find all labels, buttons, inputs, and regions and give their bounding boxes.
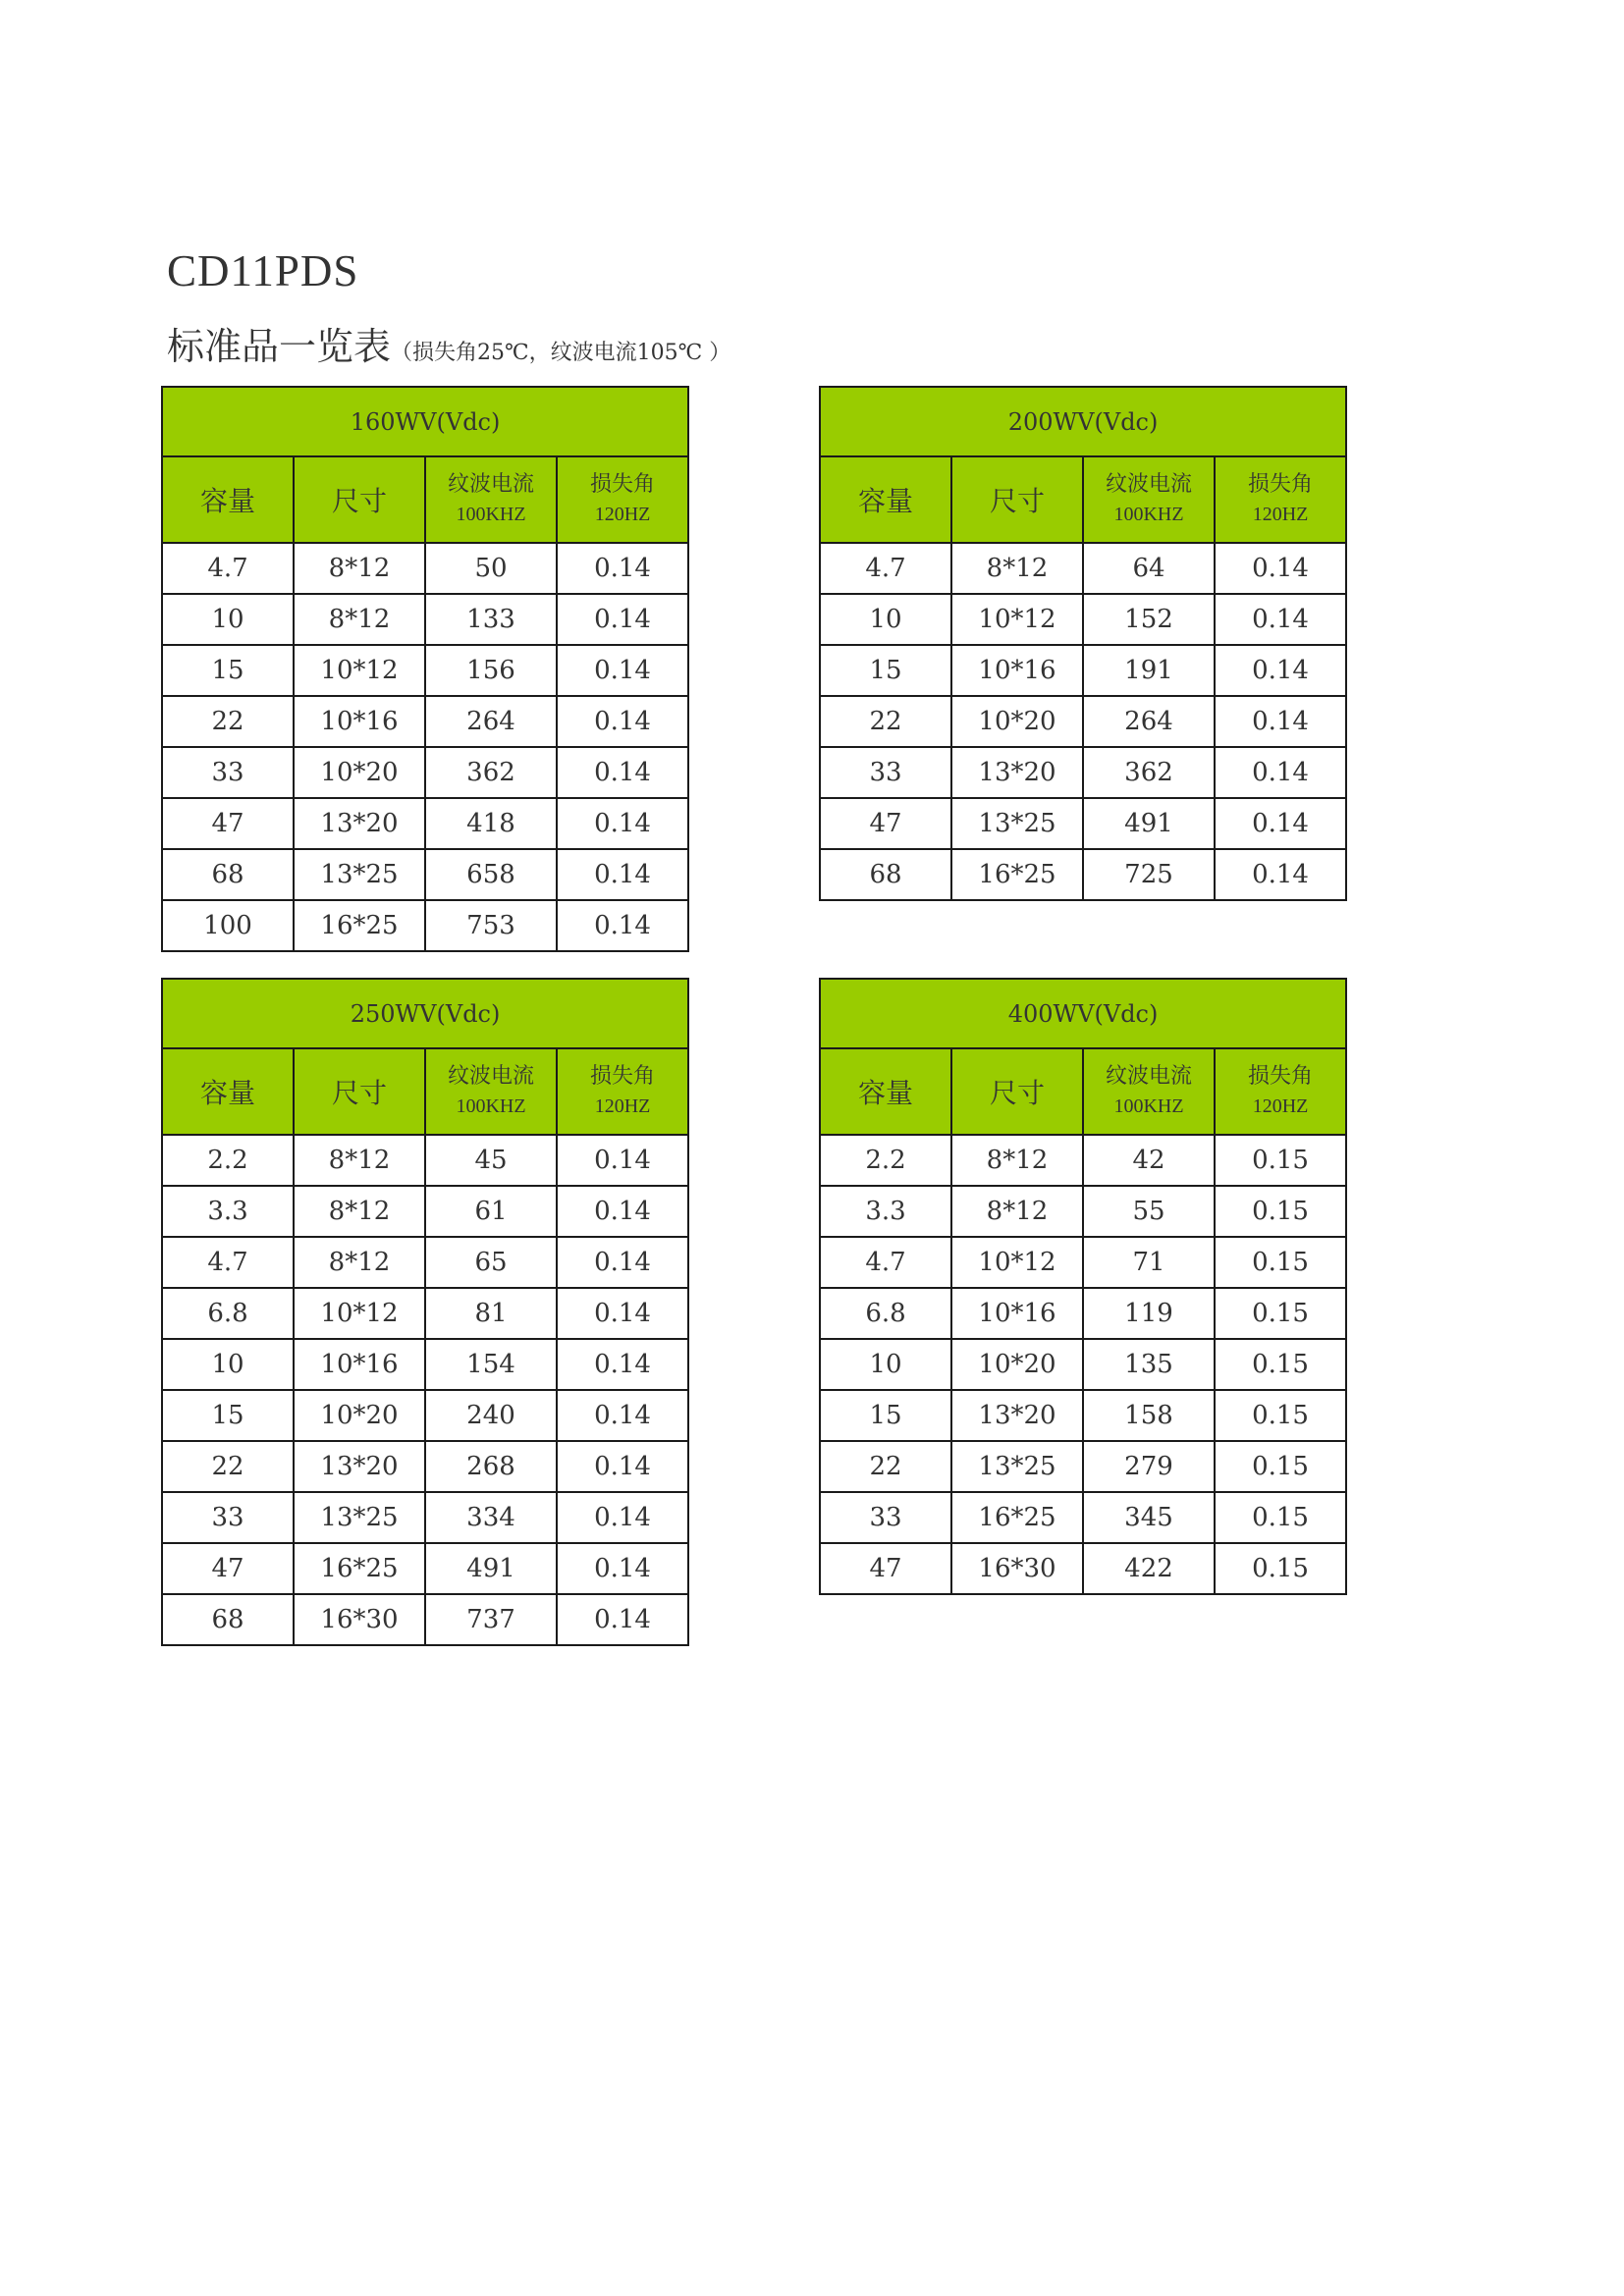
cell-loss-angle: 0.15: [1215, 1390, 1346, 1441]
cell-size: 8*12: [294, 594, 425, 645]
cell-ripple-current: 156: [425, 645, 557, 696]
cell-ripple-current: 42: [1083, 1135, 1215, 1186]
table-row: [820, 1186, 1346, 1237]
voltage-header: 160WV(Vdc): [162, 387, 688, 456]
cell-size: 8*12: [294, 1237, 425, 1288]
cell-capacity: 33: [162, 1492, 294, 1543]
loss-label: 损失角: [590, 472, 656, 497]
table-row: [162, 849, 688, 900]
table-row: [162, 1135, 688, 1186]
cell-ripple-current: 158: [1083, 1390, 1215, 1441]
table-row: [820, 798, 1346, 849]
cell-capacity: 6.8: [820, 1288, 951, 1339]
cell-ripple-current: 418: [425, 798, 557, 849]
ripple-label: 纹波电流: [447, 1064, 534, 1089]
cell-size: 16*25: [294, 900, 425, 951]
cell-size: 16*30: [294, 1594, 425, 1645]
cell-size: 13*20: [951, 1390, 1083, 1441]
cell-size: 10*16: [294, 1339, 425, 1390]
cell-ripple-current: 81: [425, 1288, 557, 1339]
table-row: [820, 1441, 1346, 1492]
cell-capacity: 33: [162, 747, 294, 798]
cell-size: 8*12: [951, 1135, 1083, 1186]
cell-size: 8*12: [294, 543, 425, 594]
table-row: [820, 543, 1346, 594]
table-row: [820, 1237, 1346, 1288]
cell-capacity: 15: [162, 645, 294, 696]
cell-size: 13*25: [294, 849, 425, 900]
cell-capacity: 10: [820, 1339, 951, 1390]
loss-frequency: 120HZ: [1252, 1095, 1309, 1117]
cell-loss-angle: 0.15: [1215, 1288, 1346, 1339]
cell-size: 13*20: [951, 747, 1083, 798]
spec-table-160wv: [161, 386, 689, 952]
ripple-frequency: 100KHZ: [1113, 504, 1184, 525]
ripple-frequency: 100KHZ: [1113, 1095, 1184, 1117]
ripple-label: 纹波电流: [1105, 1064, 1192, 1089]
cell-loss-angle: 0.14: [557, 696, 688, 747]
cell-ripple-current: 362: [425, 747, 557, 798]
column-header-capacity: 容量: [162, 456, 294, 543]
cell-loss-angle: 0.14: [1215, 798, 1346, 849]
table-row: [162, 1492, 688, 1543]
column-header-loss: [557, 1048, 688, 1135]
cell-loss-angle: 0.14: [557, 849, 688, 900]
cell-capacity: 2.2: [162, 1135, 294, 1186]
table-row: [820, 1135, 1346, 1186]
spec-table-400wv: [819, 978, 1347, 1595]
cell-size: 10*12: [951, 594, 1083, 645]
column-header-size: 尺寸: [951, 1048, 1083, 1135]
cell-loss-angle: 0.14: [557, 1135, 688, 1186]
table-row: [162, 1390, 688, 1441]
cell-ripple-current: 264: [425, 696, 557, 747]
loss-label: 损失角: [1248, 472, 1314, 497]
cell-capacity: 3.3: [820, 1186, 951, 1237]
table-row: [162, 543, 688, 594]
cell-size: 13*25: [951, 798, 1083, 849]
table-row: [820, 747, 1346, 798]
cell-loss-angle: 0.14: [557, 594, 688, 645]
cell-loss-angle: 0.14: [557, 900, 688, 951]
cell-ripple-current: 753: [425, 900, 557, 951]
cell-ripple-current: 119: [1083, 1288, 1215, 1339]
cell-capacity: 10: [162, 1339, 294, 1390]
table-row: [162, 1237, 688, 1288]
cell-capacity: 4.7: [820, 1237, 951, 1288]
cell-loss-angle: 0.14: [1215, 747, 1346, 798]
table-row: [820, 1492, 1346, 1543]
cell-ripple-current: 725: [1083, 849, 1215, 900]
ripple-frequency: 100KHZ: [456, 504, 526, 525]
cell-loss-angle: 0.14: [557, 1390, 688, 1441]
ripple-label: 纹波电流: [447, 472, 534, 497]
voltage-header: 250WV(Vdc): [162, 979, 688, 1048]
cell-ripple-current: 55: [1083, 1186, 1215, 1237]
cell-loss-angle: 0.14: [1215, 849, 1346, 900]
column-header-capacity: 容量: [162, 1048, 294, 1135]
cell-capacity: 3.3: [162, 1186, 294, 1237]
cell-ripple-current: 345: [1083, 1492, 1215, 1543]
cell-loss-angle: 0.15: [1215, 1135, 1346, 1186]
cell-loss-angle: 0.15: [1215, 1237, 1346, 1288]
table-row: [820, 1543, 1346, 1594]
cell-loss-angle: 0.14: [557, 1339, 688, 1390]
column-header-size: 尺寸: [294, 456, 425, 543]
cell-size: 8*12: [951, 543, 1083, 594]
cell-ripple-current: 71: [1083, 1237, 1215, 1288]
cell-loss-angle: 0.14: [1215, 696, 1346, 747]
cell-capacity: 10: [820, 594, 951, 645]
cell-size: 10*16: [951, 645, 1083, 696]
cell-loss-angle: 0.15: [1215, 1492, 1346, 1543]
table-row: [820, 849, 1346, 900]
cell-ripple-current: 64: [1083, 543, 1215, 594]
loss-frequency: 120HZ: [594, 504, 651, 525]
table-row: [162, 696, 688, 747]
cell-loss-angle: 0.14: [557, 1441, 688, 1492]
column-header-loss: [557, 456, 688, 543]
column-header-ripple: [425, 1048, 557, 1135]
table-row: [820, 1339, 1346, 1390]
cell-loss-angle: 0.14: [557, 747, 688, 798]
cell-size: 13*25: [951, 1441, 1083, 1492]
cell-ripple-current: 154: [425, 1339, 557, 1390]
cell-capacity: 15: [820, 1390, 951, 1441]
cell-size: 10*20: [951, 1339, 1083, 1390]
cell-size: 10*20: [294, 1390, 425, 1441]
cell-ripple-current: 268: [425, 1441, 557, 1492]
cell-capacity: 47: [162, 1543, 294, 1594]
cell-capacity: 22: [820, 1441, 951, 1492]
cell-capacity: 22: [820, 696, 951, 747]
cell-capacity: 47: [162, 798, 294, 849]
table-row: [162, 1594, 688, 1645]
cell-ripple-current: 50: [425, 543, 557, 594]
cell-ripple-current: 133: [425, 594, 557, 645]
table-row: [820, 645, 1346, 696]
cell-size: 8*12: [294, 1135, 425, 1186]
cell-capacity: 68: [162, 849, 294, 900]
cell-ripple-current: 264: [1083, 696, 1215, 747]
cell-ripple-current: 491: [425, 1543, 557, 1594]
cell-capacity: 68: [820, 849, 951, 900]
cell-ripple-current: 737: [425, 1594, 557, 1645]
cell-loss-angle: 0.14: [557, 1594, 688, 1645]
cell-capacity: 4.7: [162, 1237, 294, 1288]
cell-size: 16*25: [951, 849, 1083, 900]
voltage-header: 400WV(Vdc): [820, 979, 1346, 1048]
cell-capacity: 68: [162, 1594, 294, 1645]
column-header-capacity: 容量: [820, 456, 951, 543]
table-row: [162, 645, 688, 696]
cell-loss-angle: 0.14: [557, 1288, 688, 1339]
cell-size: 10*12: [294, 645, 425, 696]
cell-size: 16*25: [294, 1543, 425, 1594]
cell-capacity: 4.7: [162, 543, 294, 594]
cell-ripple-current: 422: [1083, 1543, 1215, 1594]
cell-capacity: 22: [162, 696, 294, 747]
cell-loss-angle: 0.14: [1215, 543, 1346, 594]
table-row: [162, 798, 688, 849]
cell-size: 10*12: [294, 1288, 425, 1339]
loss-label: 损失角: [590, 1064, 656, 1089]
ripple-label: 纹波电流: [1105, 472, 1192, 497]
table-row: [162, 1186, 688, 1237]
cell-size: 16*25: [951, 1492, 1083, 1543]
table-row: [162, 594, 688, 645]
cell-ripple-current: 45: [425, 1135, 557, 1186]
cell-ripple-current: 191: [1083, 645, 1215, 696]
cell-ripple-current: 491: [1083, 798, 1215, 849]
loss-frequency: 120HZ: [1252, 504, 1309, 525]
subtitle-note: （损失角25℃，纹波电流105℃ ）: [391, 341, 731, 365]
table-row: [162, 1441, 688, 1492]
table-row: [820, 696, 1346, 747]
cell-loss-angle: 0.14: [557, 1186, 688, 1237]
cell-size: 16*30: [951, 1543, 1083, 1594]
cell-capacity: 33: [820, 1492, 951, 1543]
cell-ripple-current: 152: [1083, 594, 1215, 645]
table-row: [162, 747, 688, 798]
cell-capacity: 10: [162, 594, 294, 645]
cell-capacity: 47: [820, 798, 951, 849]
cell-capacity: 22: [162, 1441, 294, 1492]
column-header-size: 尺寸: [951, 456, 1083, 543]
cell-size: 10*16: [294, 696, 425, 747]
table-row: [820, 594, 1346, 645]
cell-capacity: 2.2: [820, 1135, 951, 1186]
column-header-ripple: [1083, 1048, 1215, 1135]
cell-ripple-current: 362: [1083, 747, 1215, 798]
cell-loss-angle: 0.14: [557, 645, 688, 696]
cell-capacity: 33: [820, 747, 951, 798]
cell-capacity: 4.7: [820, 543, 951, 594]
cell-size: 13*20: [294, 1441, 425, 1492]
cell-ripple-current: 61: [425, 1186, 557, 1237]
cell-size: 10*20: [294, 747, 425, 798]
cell-ripple-current: 334: [425, 1492, 557, 1543]
cell-size: 13*25: [294, 1492, 425, 1543]
cell-loss-angle: 0.14: [1215, 645, 1346, 696]
spec-table-200wv: [819, 386, 1347, 901]
column-header-size: 尺寸: [294, 1048, 425, 1135]
cell-loss-angle: 0.15: [1215, 1441, 1346, 1492]
ripple-frequency: 100KHZ: [456, 1095, 526, 1117]
voltage-header: 200WV(Vdc): [820, 387, 1346, 456]
cell-size: 8*12: [294, 1186, 425, 1237]
cell-ripple-current: 135: [1083, 1339, 1215, 1390]
column-header-capacity: 容量: [820, 1048, 951, 1135]
spec-table-250wv: [161, 978, 689, 1646]
cell-loss-angle: 0.14: [1215, 594, 1346, 645]
table-row: [162, 900, 688, 951]
cell-size: 8*12: [951, 1186, 1083, 1237]
cell-loss-angle: 0.14: [557, 1492, 688, 1543]
cell-ripple-current: 658: [425, 849, 557, 900]
column-header-ripple: [425, 456, 557, 543]
cell-size: 13*20: [294, 798, 425, 849]
table-row: [162, 1543, 688, 1594]
column-header-loss: [1215, 1048, 1346, 1135]
cell-loss-angle: 0.15: [1215, 1186, 1346, 1237]
loss-label: 损失角: [1248, 1064, 1314, 1089]
table-row: [820, 1390, 1346, 1441]
loss-frequency: 120HZ: [594, 1095, 651, 1117]
cell-capacity: 6.8: [162, 1288, 294, 1339]
cell-loss-angle: 0.15: [1215, 1543, 1346, 1594]
cell-loss-angle: 0.14: [557, 798, 688, 849]
table-row: [162, 1288, 688, 1339]
cell-ripple-current: 279: [1083, 1441, 1215, 1492]
cell-loss-angle: 0.14: [557, 1237, 688, 1288]
cell-loss-angle: 0.15: [1215, 1339, 1346, 1390]
table-row: [162, 1339, 688, 1390]
table-row: [820, 1288, 1346, 1339]
cell-size: 10*16: [951, 1288, 1083, 1339]
cell-capacity: 15: [162, 1390, 294, 1441]
cell-capacity: 47: [820, 1543, 951, 1594]
model-title: CD11PDS: [167, 246, 359, 295]
page-subtitle: [167, 316, 731, 370]
cell-capacity: 100: [162, 900, 294, 951]
column-header-ripple: [1083, 456, 1215, 543]
cell-loss-angle: 0.14: [557, 543, 688, 594]
cell-loss-angle: 0.14: [557, 1543, 688, 1594]
cell-size: 10*12: [951, 1237, 1083, 1288]
cell-capacity: 15: [820, 645, 951, 696]
subtitle-main: 标准品一览表: [167, 325, 392, 368]
column-header-loss: [1215, 456, 1346, 543]
cell-ripple-current: 65: [425, 1237, 557, 1288]
cell-ripple-current: 240: [425, 1390, 557, 1441]
cell-size: 10*20: [951, 696, 1083, 747]
